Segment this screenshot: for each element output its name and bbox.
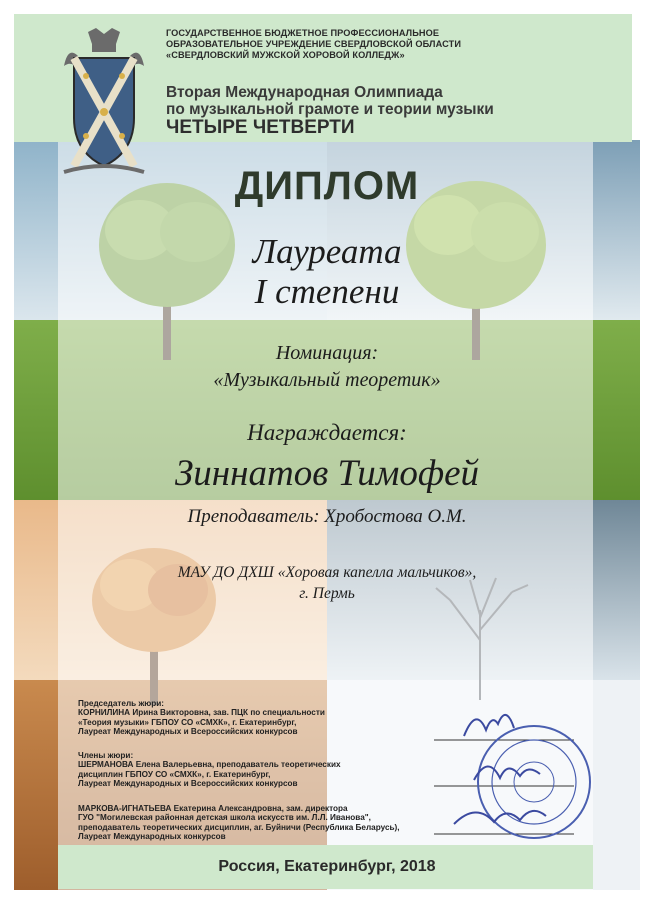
olympiad-title bbox=[166, 84, 494, 118]
recipient-name: Зиннатов Тимофей bbox=[174, 453, 480, 494]
member-1-signature bbox=[474, 766, 540, 780]
jury-member-2-line-1: МАРКОВА-ИГНАТЬЕВА Екатерина Александровна, зам. директора bbox=[78, 804, 348, 813]
jury-member-1-line-2: дисциплин ГБПОУ СО «СМХК», г. Екатеринбург, bbox=[78, 769, 271, 779]
olympiad-name: ЧЕТЫРЕ ЧЕТВЕРТИ bbox=[166, 117, 355, 138]
jury-member-1-line-1: ШЕРМАНОВА Елена Валерьевна, преподаватель теоретических bbox=[78, 760, 341, 770]
nomination-value: «Музыкальный теоретик» bbox=[213, 369, 441, 391]
jury-member-1-line-3: Лауреат Международных и Всероссийских конкурсов bbox=[78, 779, 298, 789]
olympiad-line-1: Вторая Международная Олимпиада bbox=[166, 84, 443, 101]
jury-member-2-line-4: Лауреат Международных конкурсов bbox=[78, 832, 226, 842]
institution-line-3: «СВЕРДЛОВСКИЙ МУЖСКОЙ ХОРОВОЙ КОЛЛЕДЖ» bbox=[166, 50, 405, 60]
laureate-block bbox=[0, 232, 654, 312]
jury-member-1 bbox=[78, 751, 458, 789]
jury-member-2-line-2: ГУО "Могилевская районная детская школа искусств им. Л.Л. Иванова", bbox=[78, 813, 371, 823]
laureate-label: Лауреата bbox=[252, 232, 402, 271]
jury-member-2-line-3: преподаватель теоретических дисциплин, аг. Буйничи (Республика Беларусь), bbox=[78, 822, 400, 832]
place-and-year: Россия, Екатеринбург, 2018 bbox=[218, 858, 436, 875]
institution-line-1: ГОСУДАРСТВЕННОЕ БЮДЖЕТНОЕ ПРОФЕССИОНАЛЬНОЕ bbox=[166, 28, 440, 38]
school-block bbox=[0, 562, 654, 604]
jury-chair-line-1: КОРНИЛИНА Ирина Викторовна, зав. ПЦК по специальности bbox=[78, 708, 325, 718]
institution-line-2: ОБРАЗОВАТЕЛЬНОЕ УЧРЕЖДЕНИЕ СВЕРДЛОВСКОЙ ОБЛАСТИ bbox=[166, 39, 462, 49]
institution-name bbox=[166, 28, 626, 61]
diploma-title: ДИПЛОМ bbox=[234, 164, 420, 208]
jury-chair-label: Председатель жюри: bbox=[78, 699, 165, 708]
jury-chair-line-3: Лауреат Международных и Всероссийских конкурсов bbox=[78, 727, 298, 737]
degree-label: I степени bbox=[254, 272, 400, 311]
official-seal-icon bbox=[424, 684, 624, 844]
teacher-name: Преподаватель: Хробостова О.М. bbox=[187, 506, 467, 527]
nomination-block bbox=[0, 340, 654, 394]
jury-chair-line-2: «Теория музыки» ГБПОУ СО «СМХК», г. Екатеринбург, bbox=[78, 717, 297, 727]
nomination-label: Номинация: bbox=[275, 342, 379, 364]
awarded-label: Награждается: bbox=[247, 420, 407, 445]
jury-members-label: Члены жюри: bbox=[78, 751, 134, 760]
olympiad-line-2: по музыкальной грамоте и теории музыки bbox=[166, 101, 494, 118]
jury-chair bbox=[78, 699, 458, 737]
member-2-signature bbox=[454, 811, 546, 824]
school-name: МАУ ДО ДХШ «Хоровая капелла мальчиков», bbox=[177, 564, 477, 581]
school-city: г. Пермь bbox=[299, 585, 355, 602]
coat-of-arms-icon bbox=[58, 26, 150, 178]
jury-member-2 bbox=[78, 804, 458, 842]
